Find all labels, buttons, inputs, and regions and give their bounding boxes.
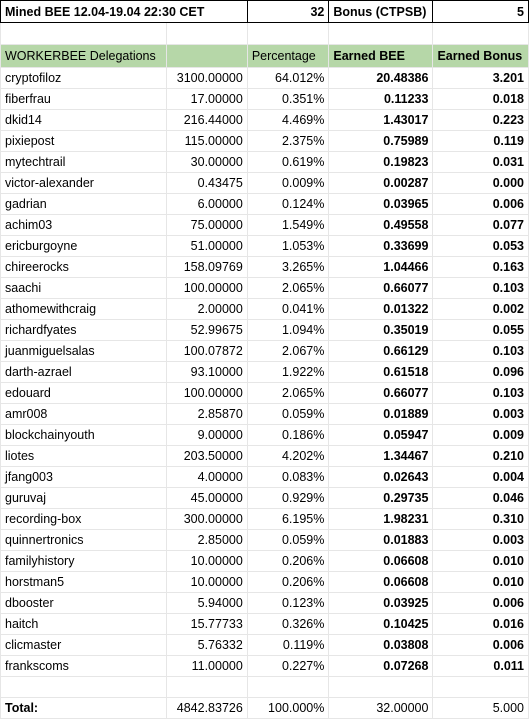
percentage-cell[interactable]: 0.227%	[247, 656, 329, 677]
percentage-cell[interactable]: 0.123%	[247, 593, 329, 614]
delegation-amount-cell[interactable]: 75.00000	[167, 215, 247, 236]
delegation-amount-cell[interactable]: 10.00000	[167, 572, 247, 593]
delegator-name-cell[interactable]: victor-alexander	[1, 173, 167, 194]
delegator-name-cell[interactable]: ericburgoyne	[1, 236, 167, 257]
earned-bee-cell[interactable]: 0.11233	[329, 89, 433, 110]
percentage-cell[interactable]: 6.195%	[247, 509, 329, 530]
earned-bee-cell[interactable]: 0.29735	[329, 488, 433, 509]
delegator-name-cell[interactable]: familyhistory	[1, 551, 167, 572]
delegator-name-cell[interactable]: chireerocks	[1, 257, 167, 278]
delegation-amount-cell[interactable]: 216.44000	[167, 110, 247, 131]
delegation-amount-cell[interactable]: 9.00000	[167, 425, 247, 446]
table-row	[1, 236, 529, 257]
earned-bonus-cell[interactable]: 0.046	[433, 488, 529, 509]
delegator-name-cell[interactable]: pixiepost	[1, 131, 167, 152]
spacer-row	[1, 23, 529, 45]
earned-bonus-cell[interactable]: 0.010	[433, 572, 529, 593]
delegation-amount-cell[interactable]: 100.00000	[167, 278, 247, 299]
earned-bee-cell[interactable]: 0.06608	[329, 551, 433, 572]
table-row	[1, 194, 529, 215]
earned-bee-cell[interactable]: 1.34467	[329, 446, 433, 467]
delegation-amount-cell[interactable]: 51.00000	[167, 236, 247, 257]
earned-bee-cell[interactable]: 0.03808	[329, 635, 433, 656]
header-percentage[interactable]: Percentage	[247, 45, 329, 68]
empty-cell[interactable]	[167, 677, 247, 698]
percentage-cell[interactable]: 1.053%	[247, 236, 329, 257]
mined-bee-label[interactable]: Mined BEE 12.04-19.04 22:30 CET	[1, 1, 248, 23]
delegation-amount-cell[interactable]: 203.50000	[167, 446, 247, 467]
percentage-cell[interactable]: 0.083%	[247, 467, 329, 488]
header-row	[1, 45, 529, 68]
delegator-name-cell[interactable]: dbooster	[1, 593, 167, 614]
delegation-amount-cell[interactable]: 0.43475	[167, 173, 247, 194]
earned-bee-cell[interactable]: 0.03925	[329, 593, 433, 614]
earned-bee-cell[interactable]: 0.61518	[329, 362, 433, 383]
table-row	[1, 215, 529, 236]
table-row	[1, 572, 529, 593]
table-row	[1, 593, 529, 614]
delegator-name-cell[interactable]: richardfyates	[1, 320, 167, 341]
bonus-label[interactable]: Bonus (CTPSB)	[329, 1, 433, 23]
delegation-amount-cell[interactable]: 52.99675	[167, 320, 247, 341]
delegation-amount-cell[interactable]: 158.09769	[167, 257, 247, 278]
earned-bonus-cell[interactable]: 0.003	[433, 404, 529, 425]
percentage-cell[interactable]: 0.206%	[247, 572, 329, 593]
earned-bee-cell[interactable]: 20.48386	[329, 68, 433, 89]
delegation-amount-cell[interactable]: 15.77733	[167, 614, 247, 635]
delegation-amount-cell[interactable]: 45.00000	[167, 488, 247, 509]
empty-row	[1, 677, 529, 698]
earned-bee-cell[interactable]: 0.35019	[329, 320, 433, 341]
earned-bonus-cell[interactable]: 0.031	[433, 152, 529, 173]
empty-cell[interactable]	[329, 23, 433, 45]
percentage-cell[interactable]: 2.067%	[247, 341, 329, 362]
earned-bonus-cell[interactable]: 0.006	[433, 593, 529, 614]
table-row	[1, 488, 529, 509]
delegation-amount-cell[interactable]: 3100.00000	[167, 68, 247, 89]
earned-bonus-cell[interactable]: 0.011	[433, 656, 529, 677]
earned-bee-cell[interactable]: 0.02643	[329, 467, 433, 488]
percentage-cell[interactable]: 3.265%	[247, 257, 329, 278]
total-row	[1, 698, 529, 719]
earned-bonus-cell[interactable]: 0.210	[433, 446, 529, 467]
delegation-amount-cell[interactable]: 5.94000	[167, 593, 247, 614]
table-row	[1, 110, 529, 131]
empty-cell[interactable]	[433, 23, 529, 45]
earned-bonus-cell[interactable]: 0.103	[433, 341, 529, 362]
table-row	[1, 467, 529, 488]
earned-bonus-cell[interactable]: 0.006	[433, 635, 529, 656]
table-row	[1, 404, 529, 425]
delegator-name-cell[interactable]: haitch	[1, 614, 167, 635]
table-row	[1, 89, 529, 110]
delegator-name-cell[interactable]: blockchainyouth	[1, 425, 167, 446]
table-row	[1, 320, 529, 341]
delegation-amount-cell[interactable]: 6.00000	[167, 194, 247, 215]
empty-cell[interactable]	[167, 23, 247, 45]
table-row	[1, 551, 529, 572]
earned-bonus-cell[interactable]: 0.006	[433, 194, 529, 215]
percentage-cell[interactable]: 0.351%	[247, 89, 329, 110]
earned-bonus-cell[interactable]: 0.004	[433, 467, 529, 488]
earned-bee-cell[interactable]: 0.00287	[329, 173, 433, 194]
total-earned-bonus[interactable]: 5.000	[433, 698, 529, 719]
earned-bee-cell[interactable]: 1.43017	[329, 110, 433, 131]
earned-bonus-cell[interactable]: 0.103	[433, 278, 529, 299]
delegation-amount-cell[interactable]: 11.00000	[167, 656, 247, 677]
earned-bee-cell[interactable]: 0.75989	[329, 131, 433, 152]
earned-bee-cell[interactable]: 1.98231	[329, 509, 433, 530]
total-percentage[interactable]: 100.000%	[247, 698, 329, 719]
earned-bee-cell[interactable]: 0.10425	[329, 614, 433, 635]
total-label[interactable]: Total:	[1, 698, 167, 719]
percentage-cell[interactable]: 0.059%	[247, 530, 329, 551]
header-amount[interactable]	[167, 45, 247, 68]
delegator-name-cell[interactable]: athomewithcraig	[1, 299, 167, 320]
table-row	[1, 341, 529, 362]
earned-bee-cell[interactable]: 0.33699	[329, 236, 433, 257]
percentage-cell[interactable]: 0.124%	[247, 194, 329, 215]
table-row	[1, 509, 529, 530]
delegation-amount-cell[interactable]: 2.00000	[167, 299, 247, 320]
table-row	[1, 131, 529, 152]
delegator-name-cell[interactable]: frankscoms	[1, 656, 167, 677]
earned-bonus-cell[interactable]: 0.053	[433, 236, 529, 257]
earned-bonus-cell[interactable]: 0.018	[433, 89, 529, 110]
earned-bee-cell[interactable]: 0.19823	[329, 152, 433, 173]
delegation-amount-cell[interactable]: 17.00000	[167, 89, 247, 110]
earned-bonus-cell[interactable]: 3.201	[433, 68, 529, 89]
percentage-cell[interactable]: 0.059%	[247, 404, 329, 425]
table-row	[1, 173, 529, 194]
table-row	[1, 614, 529, 635]
summary-row	[1, 1, 529, 23]
percentage-cell[interactable]: 0.009%	[247, 173, 329, 194]
earned-bonus-cell[interactable]: 0.223	[433, 110, 529, 131]
percentage-cell[interactable]: 2.065%	[247, 278, 329, 299]
percentage-cell[interactable]: 1.922%	[247, 362, 329, 383]
delegator-name-cell[interactable]: amr008	[1, 404, 167, 425]
percentage-cell[interactable]: 1.094%	[247, 320, 329, 341]
bonus-value[interactable]: 5	[433, 1, 529, 23]
empty-cell[interactable]	[247, 677, 329, 698]
percentage-cell[interactable]: 4.202%	[247, 446, 329, 467]
table-row	[1, 257, 529, 278]
earned-bee-cell[interactable]: 0.07268	[329, 656, 433, 677]
earned-bee-cell[interactable]: 0.03965	[329, 194, 433, 215]
percentage-cell[interactable]: 0.186%	[247, 425, 329, 446]
percentage-cell[interactable]: 64.012%	[247, 68, 329, 89]
delegator-name-cell[interactable]: clicmaster	[1, 635, 167, 656]
table-row	[1, 446, 529, 467]
empty-cell[interactable]	[433, 677, 529, 698]
delegation-amount-cell[interactable]: 100.07872	[167, 341, 247, 362]
earned-bonus-cell[interactable]: 0.310	[433, 509, 529, 530]
delegation-amount-cell[interactable]: 300.00000	[167, 509, 247, 530]
delegator-name-cell[interactable]: juanmiguelsalas	[1, 341, 167, 362]
earned-bonus-cell[interactable]: 0.096	[433, 362, 529, 383]
delegator-name-cell[interactable]: mytechtrail	[1, 152, 167, 173]
mined-bee-value[interactable]: 32	[247, 1, 329, 23]
header-earned-bonus[interactable]: Earned Bonus	[433, 45, 529, 68]
table-row	[1, 383, 529, 404]
earned-bee-cell[interactable]: 0.05947	[329, 425, 433, 446]
earned-bee-cell[interactable]: 0.06608	[329, 572, 433, 593]
empty-cell[interactable]	[1, 23, 167, 45]
earned-bonus-cell[interactable]: 0.016	[433, 614, 529, 635]
percentage-cell[interactable]: 0.119%	[247, 635, 329, 656]
delegation-amount-cell[interactable]: 2.85870	[167, 404, 247, 425]
earned-bonus-cell[interactable]: 0.163	[433, 257, 529, 278]
header-earned-bee[interactable]: Earned BEE	[329, 45, 433, 68]
earned-bee-cell[interactable]: 1.04466	[329, 257, 433, 278]
delegation-amount-cell[interactable]: 2.85000	[167, 530, 247, 551]
table-row	[1, 656, 529, 677]
earned-bonus-cell[interactable]: 0.002	[433, 299, 529, 320]
delegator-name-cell[interactable]: gadrian	[1, 194, 167, 215]
table-row	[1, 530, 529, 551]
delegation-amount-cell[interactable]: 10.00000	[167, 551, 247, 572]
delegation-amount-cell[interactable]: 115.00000	[167, 131, 247, 152]
delegation-amount-cell[interactable]: 4.00000	[167, 467, 247, 488]
percentage-cell[interactable]: 0.929%	[247, 488, 329, 509]
percentage-cell[interactable]: 4.469%	[247, 110, 329, 131]
delegator-name-cell[interactable]: recording-box	[1, 509, 167, 530]
percentage-cell[interactable]: 0.041%	[247, 299, 329, 320]
earned-bonus-cell[interactable]: 0.000	[433, 173, 529, 194]
earned-bee-cell[interactable]: 0.66129	[329, 341, 433, 362]
delegation-amount-cell[interactable]: 5.76332	[167, 635, 247, 656]
table-row	[1, 299, 529, 320]
delegator-name-cell[interactable]: jfang003	[1, 467, 167, 488]
earned-bee-cell[interactable]: 0.01889	[329, 404, 433, 425]
table-row	[1, 635, 529, 656]
earned-bonus-cell[interactable]: 0.009	[433, 425, 529, 446]
earned-bonus-cell[interactable]: 0.103	[433, 383, 529, 404]
delegator-name-cell[interactable]: darth-azrael	[1, 362, 167, 383]
delegation-amount-cell[interactable]: 100.00000	[167, 383, 247, 404]
delegator-name-cell[interactable]: horstman5	[1, 572, 167, 593]
percentage-cell[interactable]: 2.375%	[247, 131, 329, 152]
delegation-amount-cell[interactable]: 30.00000	[167, 152, 247, 173]
empty-cell[interactable]	[1, 677, 167, 698]
earned-bee-cell[interactable]: 0.01883	[329, 530, 433, 551]
total-earned-bee[interactable]: 32.00000	[329, 698, 433, 719]
table-row	[1, 362, 529, 383]
delegator-name-cell[interactable]: cryptofiloz	[1, 68, 167, 89]
delegator-name-cell[interactable]: liotes	[1, 446, 167, 467]
percentage-cell[interactable]: 2.065%	[247, 383, 329, 404]
earned-bonus-cell[interactable]: 0.055	[433, 320, 529, 341]
earned-bonus-cell[interactable]: 0.077	[433, 215, 529, 236]
earned-bee-cell[interactable]: 0.66077	[329, 278, 433, 299]
header-delegations[interactable]: WORKERBEE Delegations	[1, 45, 167, 68]
delegator-name-cell[interactable]: achim03	[1, 215, 167, 236]
earned-bonus-cell[interactable]: 0.119	[433, 131, 529, 152]
percentage-cell[interactable]: 1.549%	[247, 215, 329, 236]
table-row	[1, 425, 529, 446]
table-row	[1, 278, 529, 299]
percentage-cell[interactable]: 0.619%	[247, 152, 329, 173]
percentage-cell[interactable]: 0.326%	[247, 614, 329, 635]
earned-bee-cell[interactable]: 0.66077	[329, 383, 433, 404]
earned-bonus-cell[interactable]: 0.010	[433, 551, 529, 572]
empty-cell[interactable]	[247, 23, 329, 45]
delegator-name-cell[interactable]: fiberfrau	[1, 89, 167, 110]
delegator-name-cell[interactable]: guruvaj	[1, 488, 167, 509]
table-row	[1, 68, 529, 89]
percentage-cell[interactable]: 0.206%	[247, 551, 329, 572]
total-amount[interactable]: 4842.83726	[167, 698, 247, 719]
earned-bee-cell[interactable]: 0.01322	[329, 299, 433, 320]
delegator-name-cell[interactable]: edouard	[1, 383, 167, 404]
delegation-amount-cell[interactable]: 93.10000	[167, 362, 247, 383]
table-row	[1, 152, 529, 173]
delegator-name-cell[interactable]: saachi	[1, 278, 167, 299]
earned-bee-cell[interactable]: 0.49558	[329, 215, 433, 236]
delegator-name-cell[interactable]: dkid14	[1, 110, 167, 131]
earned-bonus-cell[interactable]: 0.003	[433, 530, 529, 551]
delegator-name-cell[interactable]: quinnertronics	[1, 530, 167, 551]
empty-cell[interactable]	[329, 677, 433, 698]
